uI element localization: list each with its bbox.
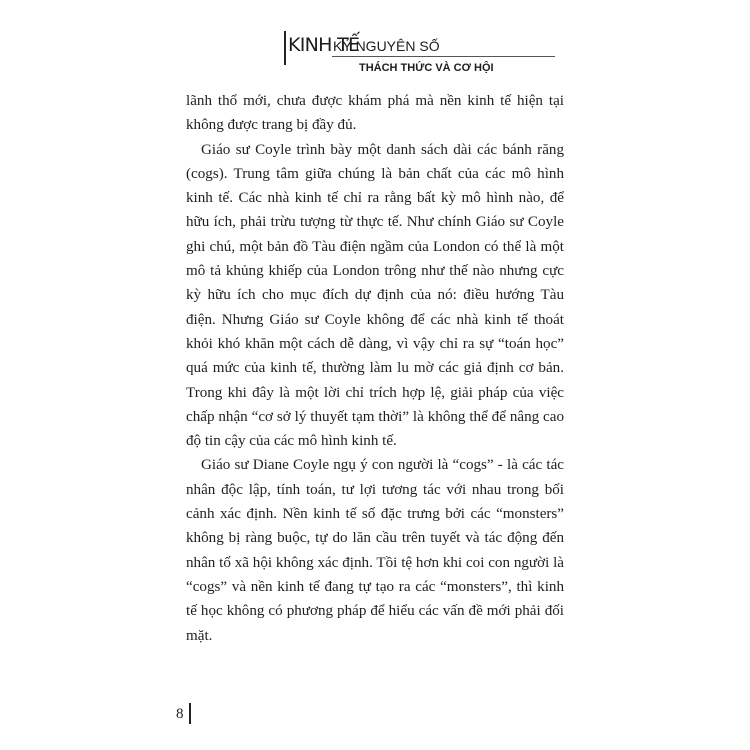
footer-vertical-rule [189, 703, 191, 724]
header-tagline: THÁCH THỨC VÀ CƠ HỘI [359, 62, 494, 74]
paragraph-monsters: Giáo sư Diane Coyle ngụ ý con người là “cogs” - là các tác nhân độc lập, tính toán, tư lợi tương tác với nhau trong bối cảnh xác định. Nền kinh tế số đặc trưng bởi các “monsters” không bị ràng buộc, tự do lăn cầu trên tuyết và tác động đến nhân tố xã hội không xác định. Tồi tệ hơn khi coi con người là “cogs” và nền kinh tế đang tự tạo ra các “monsters”, thì kinh tế học không có phương pháp để hiểu các vấn đề mới phải đối mặt. [186, 457, 564, 644]
running-header [250, 25, 580, 80]
paragraph-cogs: Giáo sư Coyle trình bày một danh sách dài các bánh răng (cogs). Trung tâm giữa chúng là bản chất của các mô hình kinh tế. Các nhà kinh tế chỉ ra rằng bất kỳ mô hình nào, để hữu ích, phải trừu tượng từ thực tế. Như chính Giáo sư Coyle ghi chú, một bản đồ Tàu điện ngầm của London có thể là một mô tả khủng khiếp của London trông như thế nào nhưng cực kỳ hữu ích cho mục đích dự định của nó: điều hướng Tàu điện. Nhưng Giáo sư Coyle không để các nhà kinh tế thoát khỏi khó khăn một cách dễ dàng, vì vậy chỉ ra sự “toán học” quá mức của kinh tế, thường làm lu mờ các giả định cơ bản. Trong khi đây là một lời chỉ trích hợp lệ, giải pháp của việc chấp nhận “cơ sở lý thuyết tạm thời” là không thể để nâng cao độ tin cậy của các mô hình kinh tế. [186, 141, 564, 450]
header-underline [332, 56, 555, 57]
paragraph-continued: lãnh thổ mới, chưa được khám phá mà nền kinh tế hiện tại không được trang bị đầy đủ. [186, 93, 564, 134]
header-brand-title: KINH TẾ [288, 34, 360, 56]
header-vertical-rule [284, 31, 286, 65]
header-brand-subtitle: KỶ NGUYÊN SỐ [333, 38, 440, 54]
main-text [186, 89, 564, 648]
page-number: 8 [176, 706, 184, 722]
